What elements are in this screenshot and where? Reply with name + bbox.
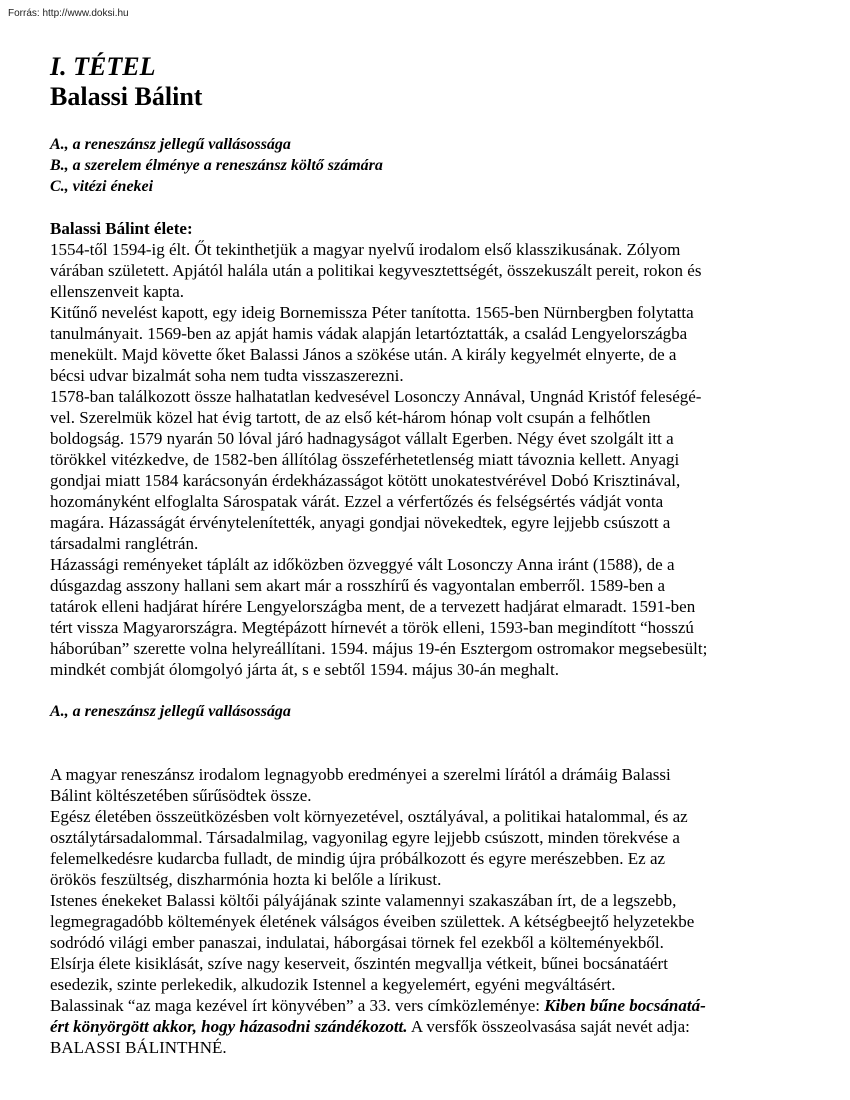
text-line: Házassági reményeket táplált az időközben özveggyé vált Losonczy Anna iránt (1588), de a [50, 555, 675, 574]
text-line: dúsgazdag asszony hallani sem akart már a rosszhírű és vagyontalan emberről. 1589-ben a [50, 576, 666, 595]
text-line: Egész életében összeütközésben volt környezetével, osztályával, a politikai hatalommal, és az [50, 807, 688, 826]
text-line: magára. Házasságát érvénytelenítették, anyagi gondjai növekedtek, egyre lejjebb csúszott a [50, 513, 671, 532]
text-line: sodródó világi ember panaszai, indulatai, háborgásai törnek fel ezekből a költeményekből. [50, 933, 664, 952]
poem-title: ért könyörgött akkor, hogy házasodni szándékozott. [50, 1017, 408, 1036]
text-line: mindkét combját ólomgolyó járta át, s e sebtől 1594. május 30-án meghalt. [50, 660, 559, 679]
text-line: háborúban” szerette volna helyreállítani. 1594. május 19-én Esztergom ostromakor megsebesült; [50, 639, 708, 658]
text-line: 1578-ban találkozott össze halhatatlan kedvesével Losonczy Annával, Ungnád Kristóf feleségé- [50, 387, 702, 406]
topic-list [50, 134, 810, 197]
text-line: bécsi udvar bizalmát soha nem tudta visszaszerezni. [50, 366, 404, 385]
text-line: osztálytársadalommal. Társadalmilag, vagyonilag egyre lejjebb csúszott, minden törekvése a [50, 828, 680, 847]
text-line: felemelkedésre kudarcba fulladt, de mindig újra próbálkozott és egyre merészebben. Ez az [50, 849, 666, 868]
poem-title: Kiben bűne bocsánatá- [544, 996, 706, 1015]
document-title: Balassi Bálint [50, 82, 203, 111]
text-line: boldogság. 1579 nyarán 50 lóval járó hadnagyságot vállalt Egerben. Négy évet szolgált itt a [50, 429, 674, 448]
text-line [50, 995, 810, 1016]
text-line: hozományként elfoglalta Sárospatak várát. Ezzel a vérfertőzés és felségsértés vádját vonta [50, 492, 664, 511]
life-heading: Balassi Bálint élete: [50, 219, 193, 238]
life-text [50, 239, 810, 680]
source-url: Forrás: http://www.doksi.hu [8, 8, 129, 19]
section-a-text [50, 764, 810, 1058]
document-body [50, 52, 810, 1058]
thesis-number: I. TÉTEL [50, 52, 156, 81]
text-line: ellenszenveit kapta. [50, 282, 185, 301]
text-line: vel. Szerelmük közel hat évig tartott, de az első két-három hónap volt csupán a felhőtlen [50, 408, 651, 427]
text-line: örökös feszültség, diszharmónia hozta ki belőle a lírikust. [50, 870, 442, 889]
text-line: BALASSI BÁLINTHNÉ. [50, 1038, 227, 1057]
text-line: Bálint költészetében sűrűsödtek össze. [50, 786, 312, 805]
text-line: menekült. Majd követte őket Balassi János a szökése után. A király kegyelmét elnyerte, de a [50, 345, 677, 364]
text-line: gondjai miatt 1584 karácsonyán érdekházasságot kötött unokatestvérével Dobó Krisztinával, [50, 471, 681, 490]
text-line: társadalmi ranglétrán. [50, 534, 199, 553]
topic-item: A., a reneszánsz jellegű vallásossága [50, 136, 291, 153]
topic-item: B., a szerelem élménye a reneszánsz költő számára [50, 157, 383, 174]
section-a-heading: A., a reneszánsz jellegű vallásossága [50, 703, 291, 720]
text-line: A magyar reneszánsz irodalom legnagyobb eredményei a szerelmi lírától a drámáig Balassi [50, 765, 671, 784]
topic-item: C., vitézi énekei [50, 178, 154, 195]
closing-text: A versfők összeolvasása saját nevét adja: [407, 1017, 690, 1036]
text-line [50, 1016, 810, 1037]
text-line: esedezik, szinte perlekedik, alkudozik Istennel a kegyelemért, egyéni megváltásért. [50, 975, 616, 994]
closing-text: Balassinak “az maga kezével írt könyvében” a 33. vers címközleménye: [50, 996, 545, 1015]
text-line: tatárok elleni hadjárat hírére Lengyelországba ment, de a tervezett hadjárat elmaradt. 1591-ben [50, 597, 696, 616]
text-line: legmegragadóbb költemények életének válságos éveiben születtek. A kétségbeejtő helyzetekbe [50, 912, 695, 931]
text-line: Elsírja élete kisiklását, szíve nagy keserveit, őszintén megvallja vétkeit, bűnei bocsánatáért [50, 954, 668, 973]
text-line: 1554-től 1594-ig élt. Őt tekinthetjük a magyar nyelvű irodalom első klasszikusának. Zólyom [50, 240, 681, 259]
text-line: törökkel vitézkedve, de 1582-ben állítólag összeférhetetlenség miatt távoznia kellett. Anyagi [50, 450, 680, 469]
text-line: Istenes énekeket Balassi költői pályájának szinte valamennyi szakaszában írt, de a legszebb, [50, 891, 677, 910]
text-line: tért vissza Magyarországra. Megtépázott hírnevét a török elleni, 1593-ban megindított “hosszú [50, 618, 694, 637]
text-line: tanulmányait. 1569-ben az apját hamis vádak alapján letartóztatták, a család Lengyelországba [50, 324, 688, 343]
text-line: várában született. Apjától halála után a politikai kegyvesztettségét, összekuszált pereit, rokon és [50, 261, 702, 280]
text-line: Kitűnő nevelést kapott, egy ideig Bornemissza Péter tanította. 1565-ben Nürnbergben folytatta [50, 303, 694, 322]
